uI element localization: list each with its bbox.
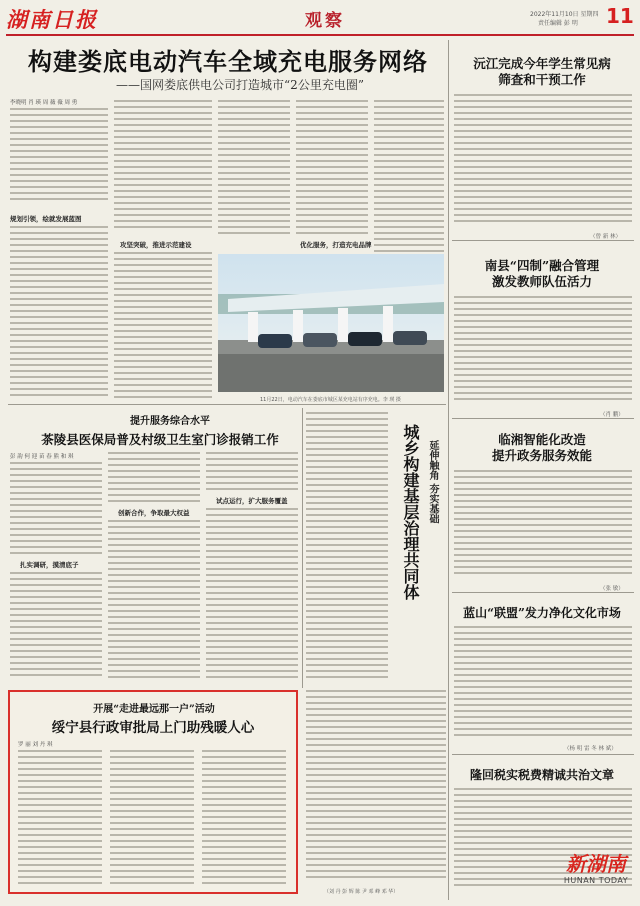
lead-body-col2b — [114, 252, 212, 402]
story2-divider — [302, 408, 303, 688]
right-rule-1 — [452, 240, 634, 241]
right-story-4-body — [454, 626, 632, 738]
lead-bottom-rule — [8, 404, 446, 405]
lead-photo — [218, 254, 444, 392]
boxed-byline: 罗 丽 刘 丹 琪 — [18, 742, 53, 748]
story3-vertical-sub: 延伸触角 夯实基础 — [427, 440, 438, 524]
boxed-body-col2 — [110, 750, 194, 888]
lead-subhead-3: 优化服务，打造充电品牌 — [300, 241, 372, 249]
story2-subhead-c: 试点运行，扩大服务覆盖 — [216, 497, 288, 505]
right-rule-2 — [452, 418, 634, 419]
lead-body-col1 — [10, 108, 108, 208]
right-rule-4 — [452, 754, 634, 755]
story2-body-col2b — [108, 520, 200, 680]
right-story-3-line2: 提升政务服务效能 — [491, 448, 592, 463]
story3-credit: （刘 丹 彭 辉 陈 尹 邓 峰 邓 华） — [324, 889, 399, 895]
lead-subhead-1: 规划引领，绘就发展蓝图 — [10, 215, 82, 223]
right-story-1-title — [452, 56, 632, 88]
right-story-3-line1: 临湘智能化改造 — [498, 432, 586, 447]
lead-body-col4 — [296, 100, 368, 238]
lead-subhead-2: 攻坚突破，推进示范建设 — [120, 241, 192, 249]
story2-body-col3b — [206, 508, 298, 680]
boxed-kicker: 开展“走进最远那一户”活动 — [93, 704, 215, 715]
right-story-1-line2: 筛查和干预工作 — [498, 72, 586, 87]
boxed-body-col1 — [18, 750, 102, 888]
right-story-2-line1: 南县“四制”融合管理 — [484, 258, 600, 273]
story2-body-col3 — [206, 452, 298, 492]
story2-body-col1 — [10, 462, 102, 557]
right-story-2-title — [452, 258, 632, 290]
col-divider-right — [448, 40, 449, 900]
story2-body-col2 — [108, 452, 200, 504]
lead-body-col1b — [10, 226, 108, 401]
right-story-2-body — [454, 296, 632, 406]
right-story-3-title — [452, 432, 632, 464]
lead-subtitle: ——国网娄底供电公司打造城市“2公里充电圈” — [116, 78, 364, 92]
masthead-rule — [6, 34, 634, 36]
watermark-logo-text: 新湖南 — [566, 852, 626, 876]
right-story-1-line1: 沅江完成今年学生常见病 — [473, 56, 611, 71]
boxed-story — [8, 690, 298, 894]
paper-name: 湖南日报 — [6, 7, 98, 32]
story2-kicker: 提升服务综合水平 — [130, 416, 210, 427]
right-rule-3 — [452, 592, 634, 593]
editor-line: 责任编辑 彭 明 — [538, 20, 578, 27]
watermark — [556, 852, 636, 902]
lead-body-col3 — [218, 100, 290, 240]
masthead — [0, 0, 640, 36]
story3-body-col2 — [306, 690, 446, 884]
charging-station-photo — [218, 254, 444, 392]
right-story-4-title: 蓝山“联盟”发力净化文化市场 — [463, 606, 621, 620]
right-story-1-body — [454, 94, 632, 224]
story2-subhead-a: 扎实调研，摸清底子 — [20, 561, 79, 569]
story3-vertical-title: 城乡构建基层治理共同体 — [401, 424, 420, 600]
section-label: 观察 — [305, 11, 345, 31]
right-story-3-body — [454, 470, 632, 578]
right-story-2-line2: 激发教师队伍活力 — [491, 274, 592, 289]
lead-title: 构建娄底电动汽车全域充电服务网络 — [28, 47, 428, 76]
story2-title: 茶陵县医保局普及村级卫生室门诊报销工作 — [41, 432, 279, 447]
story2-subhead-b: 创新合作，争取最大权益 — [118, 509, 190, 517]
right-story-5-title: 隆回税实税费精诚共治文章 — [469, 768, 614, 782]
page-number: 11 — [606, 4, 634, 28]
story2-byline: 彭 韵 何 迎 苗 春 熊 和 琪 — [10, 454, 74, 460]
lead-byline: 李晓明 肖 瑛 周 薇 薇 周 勇 — [10, 100, 78, 106]
boxed-title: 绥宁县行政审批局上门助残暖人心 — [51, 720, 255, 736]
lead-body-col2 — [114, 100, 212, 235]
right-story-3-credit: （张 敏） — [600, 586, 624, 592]
photo-caption: 11月22日，电动汽车在娄底市城区某充电站有序充电。李 瑛 摄 — [260, 397, 401, 403]
date-line: 2022年11月10日 星期四 — [530, 11, 599, 18]
right-story-1-credit: （曾 新 林） — [590, 234, 621, 240]
watermark-english: HUNAN TODAY — [563, 876, 629, 885]
right-story-4-credit: （杨 明 雷 冬 林 斌） — [564, 746, 617, 752]
story2-body-col1b — [10, 572, 102, 678]
story3-body-col1 — [306, 412, 388, 682]
boxed-body-col3 — [202, 750, 286, 888]
right-story-2-credit: （肖 鹏） — [600, 412, 624, 418]
